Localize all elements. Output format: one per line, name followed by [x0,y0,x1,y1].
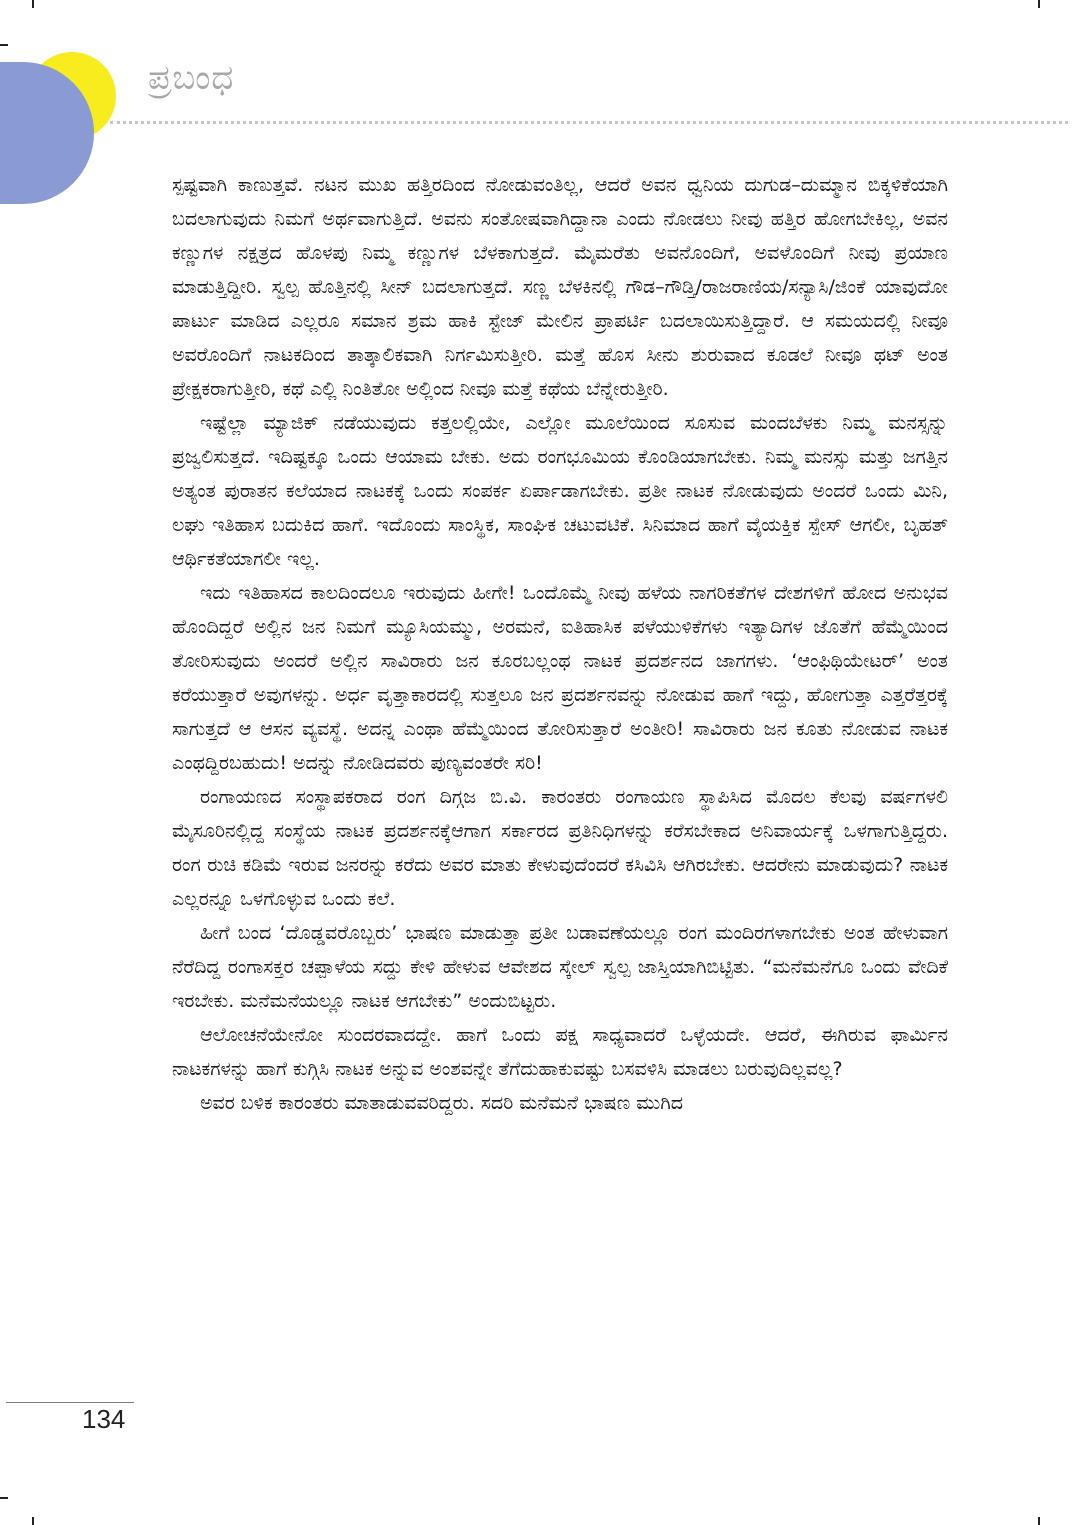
paragraph-2: ಇಷ್ಟೆಲ್ಲಾ ಮ್ಯಾಜಿಕ್ ನಡೆಯುವುದು ಕತ್ತಲಲ್ಲಿಯೇ, ಎಲ್ಲೋ ಮೂಲೆಯಿಂದ ಸೂಸುವ ಮಂದಬೆಳಕು ನಿಮ್ಮ ಮನಸ್ಸನ್ನು ಪ್ರಜ್ವಲಿಸುತ್ತದೆ. ಇದಿಷ್ಟಕ್ಕೂ ಒಂದು ಆಯಾಮ ಬೇಕು. ಅದು ರಂಗಭೂಮಿಯ ಕೊಂಡಿಯಾಗಬೇಕು. ನಿಮ್ಮ ಮನಸ್ಸು ಮತ್ತು ಜಗತ್ತಿನ ಅತ್ಯಂತ ಪುರಾತನ ಕಲೆಯಾದ ನಾಟಕಕ್ಕೆ ಒಂದು ಸಂಪರ್ಕ ಏರ್ಪಾಡಾಗಬೇಕು. ಪ್ರತೀ ನಾಟಕ ನೋಡುವುದು ಅಂದರೆ ಒಂದು ಮಿನಿ, ಲಘು ಇತಿಹಾಸ ಬದುಕಿದ ಹಾಗೆ. ಇದೊಂದು ಸಾಂಸ್ಥಿಕ, ಸಾಂಘಿಕ ಚಟುವಟಿಕೆ. ಸಿನಿಮಾದ ಹಾಗೆ ವೈಯಕ್ತಿಕ ಸ್ಪೇಸ್ ಆಗಲೀ, ಬೃಹತ್ ಆರ್ಥಿಕತೆಯಾಗಲೀ ಇಲ್ಲ. [172,412,948,570]
article-body [172,168,948,1120]
crop-mark-top-left [32,0,34,8]
crop-mark-bottom-right [1038,1517,1040,1525]
section-title: ಪ್ರಬಂಧ [148,58,235,98]
crop-mark-left-upper [0,44,8,46]
footer-divider [6,1402,134,1403]
paragraph-5: ಹೀಗೆ ಬಂದ ‘ದೊಡ್ಡವರೊಬ್ಬರು’ ಭಾಷಣ ಮಾಡುತ್ತಾ ಪ್ರತೀ ಬಡಾವಣೆಯಲ್ಲೂ ರಂಗ ಮಂದಿರಗಳಾಗಬೇಕು ಅಂತ ಹೇಳುವಾಗ ನೆರೆದಿದ್ದ ರಂಗಾಸಕ್ತರ ಚಪ್ಪಾಳೆಯ ಸದ್ದು ಕೇಳಿ ಹೇಳುವ ಆವೇಶದ ಸ್ಕೇಲ್ ಸ್ವಲ್ಪ ಜಾಸ್ತಿಯಾಗಿಬಿಟ್ಟಿತು. “ಮನೆಮನೆಗೂ ಒಂದು ವೇದಿಕೆ ಇರಬೇಕು. ಮನೆಮನೆಯಲ್ಲೂ ನಾಟಕ ಆಗಬೇಕು” ಅಂದುಬಿಟ್ಟರು. [172,922,948,1012]
crop-mark-left-lower [0,1497,8,1499]
crop-mark-bottom-left [32,1517,34,1525]
paragraph-1: ಸ್ಪಷ್ಟವಾಗಿ ಕಾಣುತ್ತವೆ. ನಟನ ಮುಖ ಹತ್ತಿರದಿಂದ ನೋಡುವಂತಿಲ್ಲ, ಆದರೆ ಅವನ ಧ್ವನಿಯ ದುಗುಡ–ದುಮ್ಮಾನ ಬಿಕ್ಕಳಿಕೆಯಾಗಿ ಬದಲಾಗುವುದು ನಿಮಗೆ ಅರ್ಥವಾಗುತ್ತಿದೆ. ಅವನು ಸಂತೋಷವಾಗಿದ್ದಾನಾ ಎಂದು ನೋಡಲು ನೀವು ಹತ್ತಿರ ಹೋಗಬೇಕಿಲ್ಲ, ಅವನ ಕಣ್ಣುಗಳ ನಕ್ಷತ್ರದ ಹೊಳಪು ನಿಮ್ಮ ಕಣ್ಣುಗಳ ಬೆಳಕಾಗುತ್ತದೆ. ಮೈಮರೆತು ಅವನೊಂದಿಗೆ, ಅವಳೊಂದಿಗೆ ನೀವು ಪ್ರಯಾಣ ಮಾಡುತ್ತಿದ್ದೀರಿ. ಸ್ವಲ್ಪ ಹೊತ್ತಿನಲ್ಲಿ ಸೀನ್ ಬದಲಾಗುತ್ತದೆ. ಸಣ್ಣ ಬೆಳಕಿನಲ್ಲಿ ಗೌಡ–ಗೌಡ್ತಿ/ರಾಜರಾಣಿಯ/ಸನ್ಯಾಸಿ/ಜಿಂಕೆ ಯಾವುದೋ ಪಾರ್ಟು ಮಾಡಿದ ಎಲ್ಲರೂ ಸಮಾನ ಶ್ರಮ ಹಾಕಿ ಸ್ಟೇಜ್ ಮೇಲಿನ ಪ್ರಾಪರ್ಟಿ ಬದಲಾಯಿಸುತ್ತಿದ್ದಾರೆ. ಆ ಸಮಯದಲ್ಲಿ ನೀವೂ ಅವರೊಂದಿಗೆ ನಾಟಕದಿಂದ ತಾತ್ಕಾಲಿಕವಾಗಿ ನಿರ್ಗಮಿಸುತ್ತೀರಿ. ಮತ್ತೆ ಹೊಸ ಸೀನು ಶುರುವಾದ ಕೂಡಲೆ ನೀವೂ ಥಟ್ ಅಂತ ಪ್ರೇಕ್ಷಕರಾಗುತ್ತೀರಿ, ಕಥೆ ಎಲ್ಲಿ ನಿಂತಿತೋ ಅಲ್ಲಿಂದ ನೀವೂ ಮತ್ತೆ ಕಥೆಯ ಬೆನ್ನೇರುತ್ತೀರಿ. [172,174,948,400]
paragraph-6: ಆಲೋಚನೆಯೇನೋ ಸುಂದರವಾದದ್ದೇ. ಹಾಗೆ ಒಂದು ಪಕ್ಷ ಸಾಧ್ಯವಾದರೆ ಒಳ್ಳೆಯದೇ. ಆದರೆ, ಈಗಿರುವ ಫಾರ್ಮಿನ ನಾಟಕಗಳನ್ನು ಹಾಗೆ ಕುಗ್ಗಿಸಿ ನಾಟಕ ಅನ್ನುವ ಅಂಶವನ್ನೇ ತೆಗೆದುಹಾಕುವಷ್ಟು ಬಸವಳಿಸಿ ಮಾಡಲು ಬರುವುದಿಲ್ಲವಲ್ಲ? [172,1024,948,1080]
header-dotted-divider [110,121,1068,124]
paragraph-3: ಇದು ಇತಿಹಾಸದ ಕಾಲದಿಂದಲೂ ಇರುವುದು ಹೀಗೇ! ಒಂದೊಮ್ಮೆ ನೀವು ಹಳೆಯ ನಾಗರಿಕತೆಗಳ ದೇಶಗಳಿಗೆ ಹೋದ ಅನುಭವ ಹೊಂದಿದ್ದರೆ ಅಲ್ಲಿನ ಜನ ನಿಮಗೆ ಮ್ಯೂಸಿಯಮ್ಮು, ಅರಮನೆ, ಐತಿಹಾಸಿಕ ಪಳೆಯುಳಿಕೆಗಳು ಇತ್ಯಾದಿಗಳ ಜೊತೆಗೆ ಹೆಮ್ಮೆಯಿಂದ ತೋರಿಸುವುದು ಅಂದರೆ ಅಲ್ಲಿನ ಸಾವಿರಾರು ಜನ ಕೂರಬಲ್ಲಂಥ ನಾಟಕ ಪ್ರದರ್ಶನದ ಜಾಗಗಳು. ‘ಆಂಫಿಥಿಯೇಟರ್’ ಅಂತ ಕರೆಯುತ್ತಾರೆ ಅವುಗಳನ್ನು. ಅರ್ಧ ವೃತ್ತಾಕಾರದಲ್ಲಿ ಸುತ್ತಲೂ ಜನ ಪ್ರದರ್ಶನವನ್ನು ನೋಡುವ ಹಾಗೆ ಇದ್ದು, ಹೋಗುತ್ತಾ ಎತ್ತರೆತ್ತರಕ್ಕೆ ಸಾಗುತ್ತದೆ ಆ ಆಸನ ವ್ಯವಸ್ಥೆ. ಅದನ್ನ ಎಂಥಾ ಹೆಮ್ಮೆಯಿಂದ ತೋರಿಸುತ್ತಾರೆ ಅಂತೀರಿ! ಸಾವಿರಾರು ಜನ ಕೂತು ನೋಡುವ ನಾಟಕ ಎಂಥದ್ದಿರಬಹುದು! ಅದನ್ನು ನೋಡಿದವರು ಪುಣ್ಯವಂತರೇ ಸರಿ! [172,582,949,774]
paragraph-4: ರಂಗಾಯಣದ ಸಂಸ್ಥಾಪಕರಾದ ರಂಗ ದಿಗ್ಗಜ ಬಿ.ವಿ. ಕಾರಂತರು ರಂಗಾಯಣ ಸ್ಥಾಪಿಸಿದ ಮೊದಲ ಕೆಲವು ವರ್ಷಗಳಲಿ ಮೈಸೂರಿನಲ್ಲಿದ್ದ ಸಂಸ್ಥೆಯ ನಾಟಕ ಪ್ರದರ್ಶನಕ್ಕೆಆಗಾಗ ಸರ್ಕಾರದ ಪ್ರತಿನಿಧಿಗಳನ್ನು ಕರೆಸಬೇಕಾದ ಅನಿವಾರ್ಯಕ್ಕೆ ಒಳಗಾಗುತ್ತಿದ್ದರು. ರಂಗ ರುಚಿ ಕಡಿಮೆ ಇರುವ ಜನರನ್ನು ಕರೆದು ಅವರ ಮಾತು ಕೇಳುವುದೆಂದರೆ ಕಸಿವಿಸಿ ಆಗಿರಬೇಕು. ಆದರೇನು ಮಾಡುವುದು? ನಾಟಕ ಎಲ್ಲರನ್ನೂ ಒಳಗೊಳ್ಳುವ ಒಂದು ಕಲೆ. [172,786,948,910]
page-number: 134 [82,1404,126,1434]
paragraph-7: ಅವರ ಬಳಿಕ ಕಾರಂತರು ಮಾತಾಡುವವರಿದ್ದರು. ಸದರಿ ಮನೆಮನೆ ಭಾಷಣ ಮುಗಿದ [200,1092,683,1114]
crop-mark-top-right [1038,0,1040,8]
